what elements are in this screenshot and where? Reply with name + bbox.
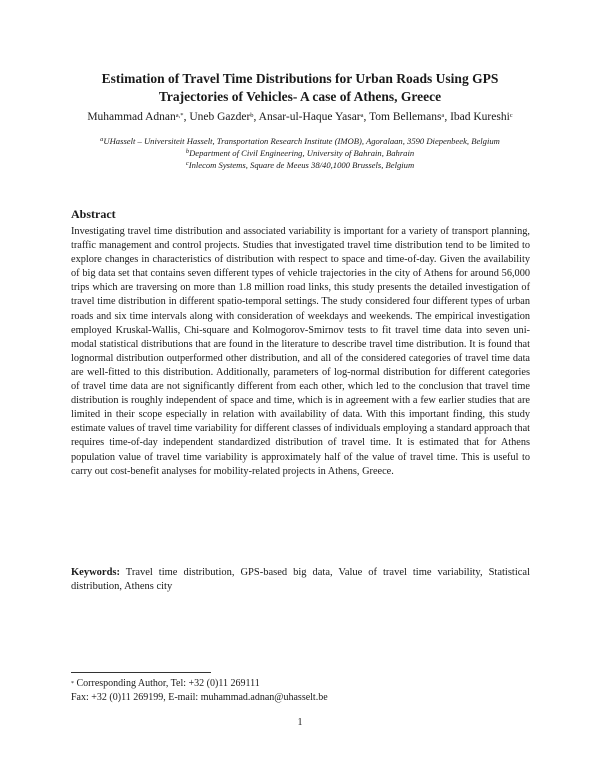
author: Muhammad Adnan$^{a,*}$, [87, 111, 190, 123]
abstract-text: Investigating travel time distribution and associated variability is important for a variety of transport planning, traffic management and control projects. Studies that investigated travel time distribution tend to be limited to explore changes in characteristics of distribution with respect to space and time-of-day. Given the availability of big data set that contains seven different types of vehicle trajectories in the city of Athens for around 56,000 trips which are traversing on more than 1.8 million road links, this study presents the detailed investigation of travel time distribution in different spatio-temporal settings. The study considered four different types of urban roads and six time intervals along with consideration of weekdays and weekends. The empirical investigation employed Kruskal-Wallis, Chi-square and Kolmogorov-Smirnov tests to fit travel time data into seven uni-modal statistical distributions that are found in the literature to describe travel time distribution. It is found that lognormal distribution outperformed other distribution, and all of the considered categories of travel time data are well-fitted to this distribution. Additionally, parameters of log-normal distribution for different categories of travel time data are not significantly different from each other, which led to the conclusion that travel time distribution is roughly independent of space and time, which is in agreement with a few earlier studies that are limited in their scope especially in relation with availability of data. With this important finding, this study estimate values of travel time variability for different classes of individuals employing a standard approach that requires time-of-day independent standardized distribution of travel time. It is estimated that for Athens population value of travel time variability is approximately half of the value of travel time. This is useful to carry out cost-benefit analyses for mobility-related projects in Athens, Greece. [71, 226, 530, 477]
paper-title [60, 70, 540, 106]
keywords-text: Travel time distribution, GPS-based big data, Value of travel time variability, Statistical distribution, Athens city [71, 567, 531, 592]
footnote-line-2: Fax: +32 (0)11 269199, E-mail: muhammad.adnan@uhasselt.be [71, 692, 328, 703]
title-line-1: Estimation of Travel Time Distributions for Urban Roads Using GPS [101, 71, 499, 86]
footnote [71, 677, 531, 705]
affiliation: $^c$Inlecom Systems, Square de Meeus 38/40,1000 Brussels, Belgium [185, 160, 415, 170]
footnote-line-1: * Corresponding Author, Tel: +32 (0)11 269111 [71, 678, 260, 689]
author: Ansar-ul-Haque Yasar$^a$, [258, 111, 370, 123]
footnote-divider [71, 672, 211, 673]
keywords-label: Keywords: [71, 567, 120, 578]
keywords [71, 566, 530, 594]
author-list [40, 110, 560, 124]
abstract-heading: Abstract [71, 207, 116, 221]
page-number: 1 [297, 717, 303, 728]
author: Tom Bellemans$^a$, [369, 111, 451, 123]
affiliation: $^a$UHasselt – Universiteit Hasselt, Transportation Research Institute (IMOB), Agoralaan, 3590 Diepenbeek, Belgium [100, 136, 500, 146]
author: Ibad Kureshi$^c$ [450, 111, 513, 123]
title-line-2: Trajectories of Vehicles- A case of Athens, Greece [158, 89, 442, 104]
affiliation-list [40, 135, 560, 171]
author: Uneb Gazder$^b$, [189, 111, 259, 123]
affiliation: $^b$Department of Civil Engineering, University of Bahrain, Bahrain [185, 148, 415, 158]
